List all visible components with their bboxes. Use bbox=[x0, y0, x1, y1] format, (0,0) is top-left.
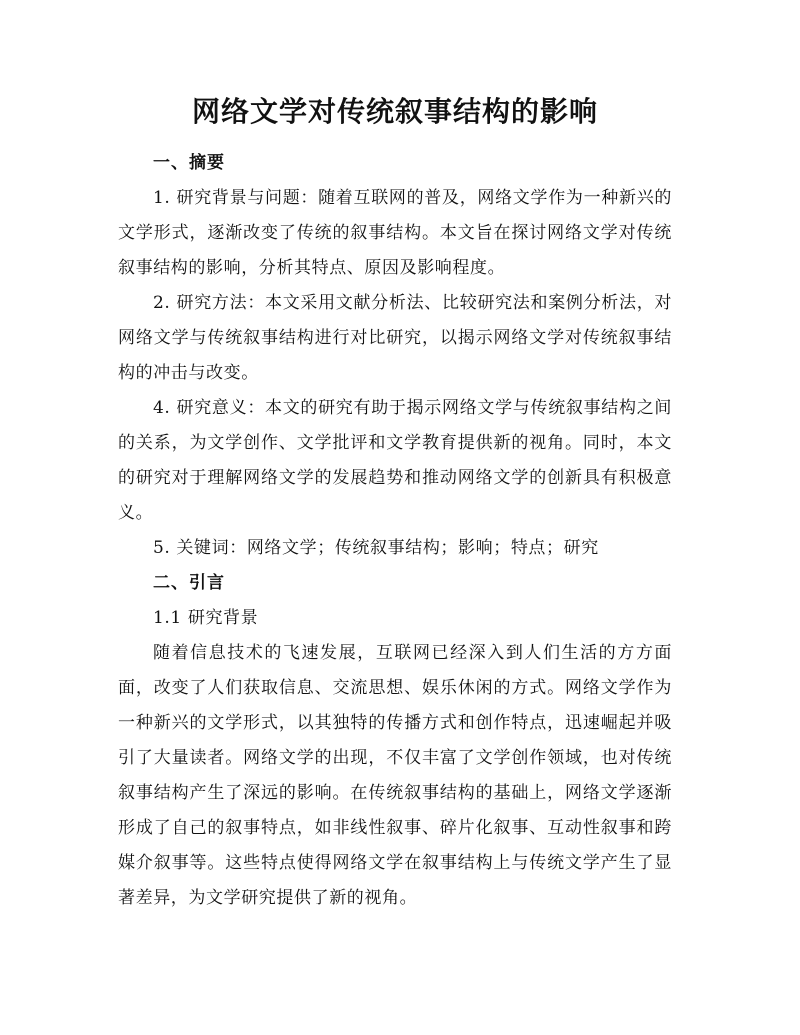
abstract-paragraph-keywords: 5. 关键词：网络文学；传统叙事结构；影响；特点；研究 bbox=[153, 538, 599, 558]
abstract-paragraph-method: 2. 研究方法：本文采用文献分析法、比较研究法和案例分析法，对网络文学与传统叙事结构进行对比研究，以揭示网络文学对传统叙事结构的冲击与改变。 bbox=[118, 293, 672, 383]
abstract-heading: 一、摘要 bbox=[153, 153, 225, 173]
introduction-paragraph: 随着信息技术的飞速发展，互联网已经深入到人们生活的方方面面，改变了人们获取信息、交流思想、娱乐休闲的方式。网络文学作为一种新兴的文学形式，以其独特的传播方式和创作特点，迅速崛起并吸引了大量读者。网络文学的出现，不仅丰富了文学创作领域，也对传统叙事结构产生了深远的影响。在传统叙事结构的基础上，网络文学逐渐形成了自己的叙事特点，如非线性叙事、碎片化叙事、互动性叙事和跨媒介叙事等。这些特点使得网络文学在叙事结构上与传统文学产生了显著差异，为文学研究提供了新的视角。 bbox=[118, 643, 672, 908]
document-body bbox=[118, 146, 672, 916]
abstract-paragraph-background: 1. 研究背景与问题：随着互联网的普及，网络文学作为一种新兴的文学形式，逐渐改变了传统的叙事结构。本文旨在探讨网络文学对传统叙事结构的影响，分析其特点、原因及影响程度。 bbox=[118, 188, 672, 278]
document-title: 网络文学对传统叙事结构的影响 bbox=[191, 95, 598, 128]
introduction-subheading: 1.1 研究背景 bbox=[153, 608, 259, 628]
abstract-paragraph-significance: 4. 研究意义：本文的研究有助于揭示网络文学与传统叙事结构之间的关系，为文学创作、文学批评和文学教育提供新的视角。同时，本文的研究对于理解网络文学的发展趋势和推动网络文学的创新具有积极意义。 bbox=[118, 398, 672, 523]
introduction-heading: 二、引言 bbox=[153, 573, 225, 593]
